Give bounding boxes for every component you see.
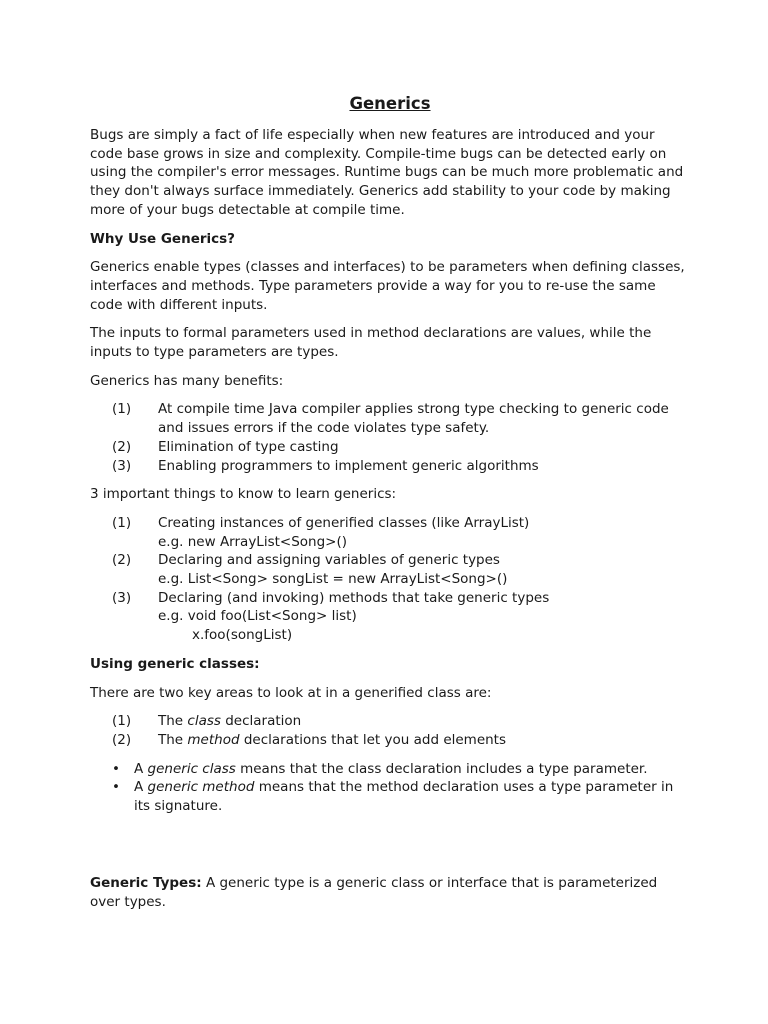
generic-types-label: Generic Types: (90, 874, 202, 891)
list-text: Declaring (and invoking) methods that take generic types (158, 589, 550, 606)
list-number: (1) (112, 401, 132, 418)
bullet-icon: • (112, 779, 120, 796)
list-example: e.g. new ArrayList<Song>() (158, 533, 348, 550)
list-example-call: x.foo(songList) (192, 627, 293, 644)
list-item (90, 438, 690, 457)
list-number: (3) (112, 589, 132, 606)
definitions-list (90, 760, 690, 816)
list-number: (1) (112, 713, 132, 730)
list-item (90, 551, 690, 588)
why-paragraph-1: Generics enable types (classes and interfaces) to be parameters when defining classes, interfaces and methods. Type parameters provide a way for you to re-use the same code with different inputs. (90, 259, 685, 313)
list-text: The method declarations that let you add elements (158, 731, 507, 748)
list-number: (2) (112, 438, 132, 455)
generic-types-text: A generic type is a generic class or interface that is parameterized over types. (90, 874, 658, 910)
list-item (90, 760, 690, 779)
list-number: (2) (112, 552, 132, 569)
benefits-list (90, 400, 690, 475)
list-item (90, 731, 690, 750)
key-areas-intro: There are two key areas to look at in a generified class are: (90, 684, 492, 701)
list-text: The class declaration (158, 713, 302, 730)
generic-types-paragraph (90, 874, 690, 911)
using-heading: Using generic classes: (90, 655, 260, 672)
things-list (90, 514, 690, 645)
bullet-icon: • (112, 760, 120, 777)
list-item (90, 712, 690, 731)
list-number: (3) (112, 457, 132, 474)
list-item (90, 589, 690, 645)
key-areas-list (90, 712, 690, 749)
document-page (90, 92, 690, 921)
list-number: (1) (112, 514, 132, 531)
list-number: (2) (112, 731, 132, 748)
list-text: Declaring and assigning variables of generic types (158, 552, 500, 569)
list-example: e.g. void foo(List<Song> list) (158, 608, 357, 625)
page-title: Generics (349, 94, 431, 113)
why-heading: Why Use Generics? (90, 230, 236, 247)
list-text: A generic method means that the method declaration uses a type parameter in its signature. (134, 779, 674, 815)
list-item (90, 778, 690, 815)
list-text: At compile time Java compiler applies strong type checking to generic code and issues errors if the code violates type safety. (158, 401, 669, 437)
list-text: Enabling programmers to implement generic algorithms (158, 457, 539, 474)
list-item (90, 457, 690, 476)
list-example: e.g. List<Song> songList = new ArrayList<Song>() (158, 571, 508, 588)
things-intro: 3 important things to know to learn generics: (90, 486, 397, 503)
list-item (90, 514, 690, 551)
why-paragraph-2: The inputs to formal parameters used in method declarations are values, while the inputs to type parameters are types. (90, 325, 652, 361)
list-item (90, 400, 690, 437)
list-text: Elimination of type casting (158, 438, 339, 455)
list-text: Creating instances of generified classes (like ArrayList) (158, 514, 530, 531)
intro-paragraph: Bugs are simply a fact of life especially when new features are introduced and your code base grows in size and complexity. Compile-time bugs can be detected early on using the compiler's error messages. Runtime bugs can be much more problematic and they don't always surface immediately. Generics add stability to your code by making more of your bugs detectable at compile time. (90, 127, 684, 218)
list-text: A generic class means that the class declaration includes a type parameter. (134, 760, 648, 777)
benefits-intro: Generics has many benefits: (90, 372, 284, 389)
